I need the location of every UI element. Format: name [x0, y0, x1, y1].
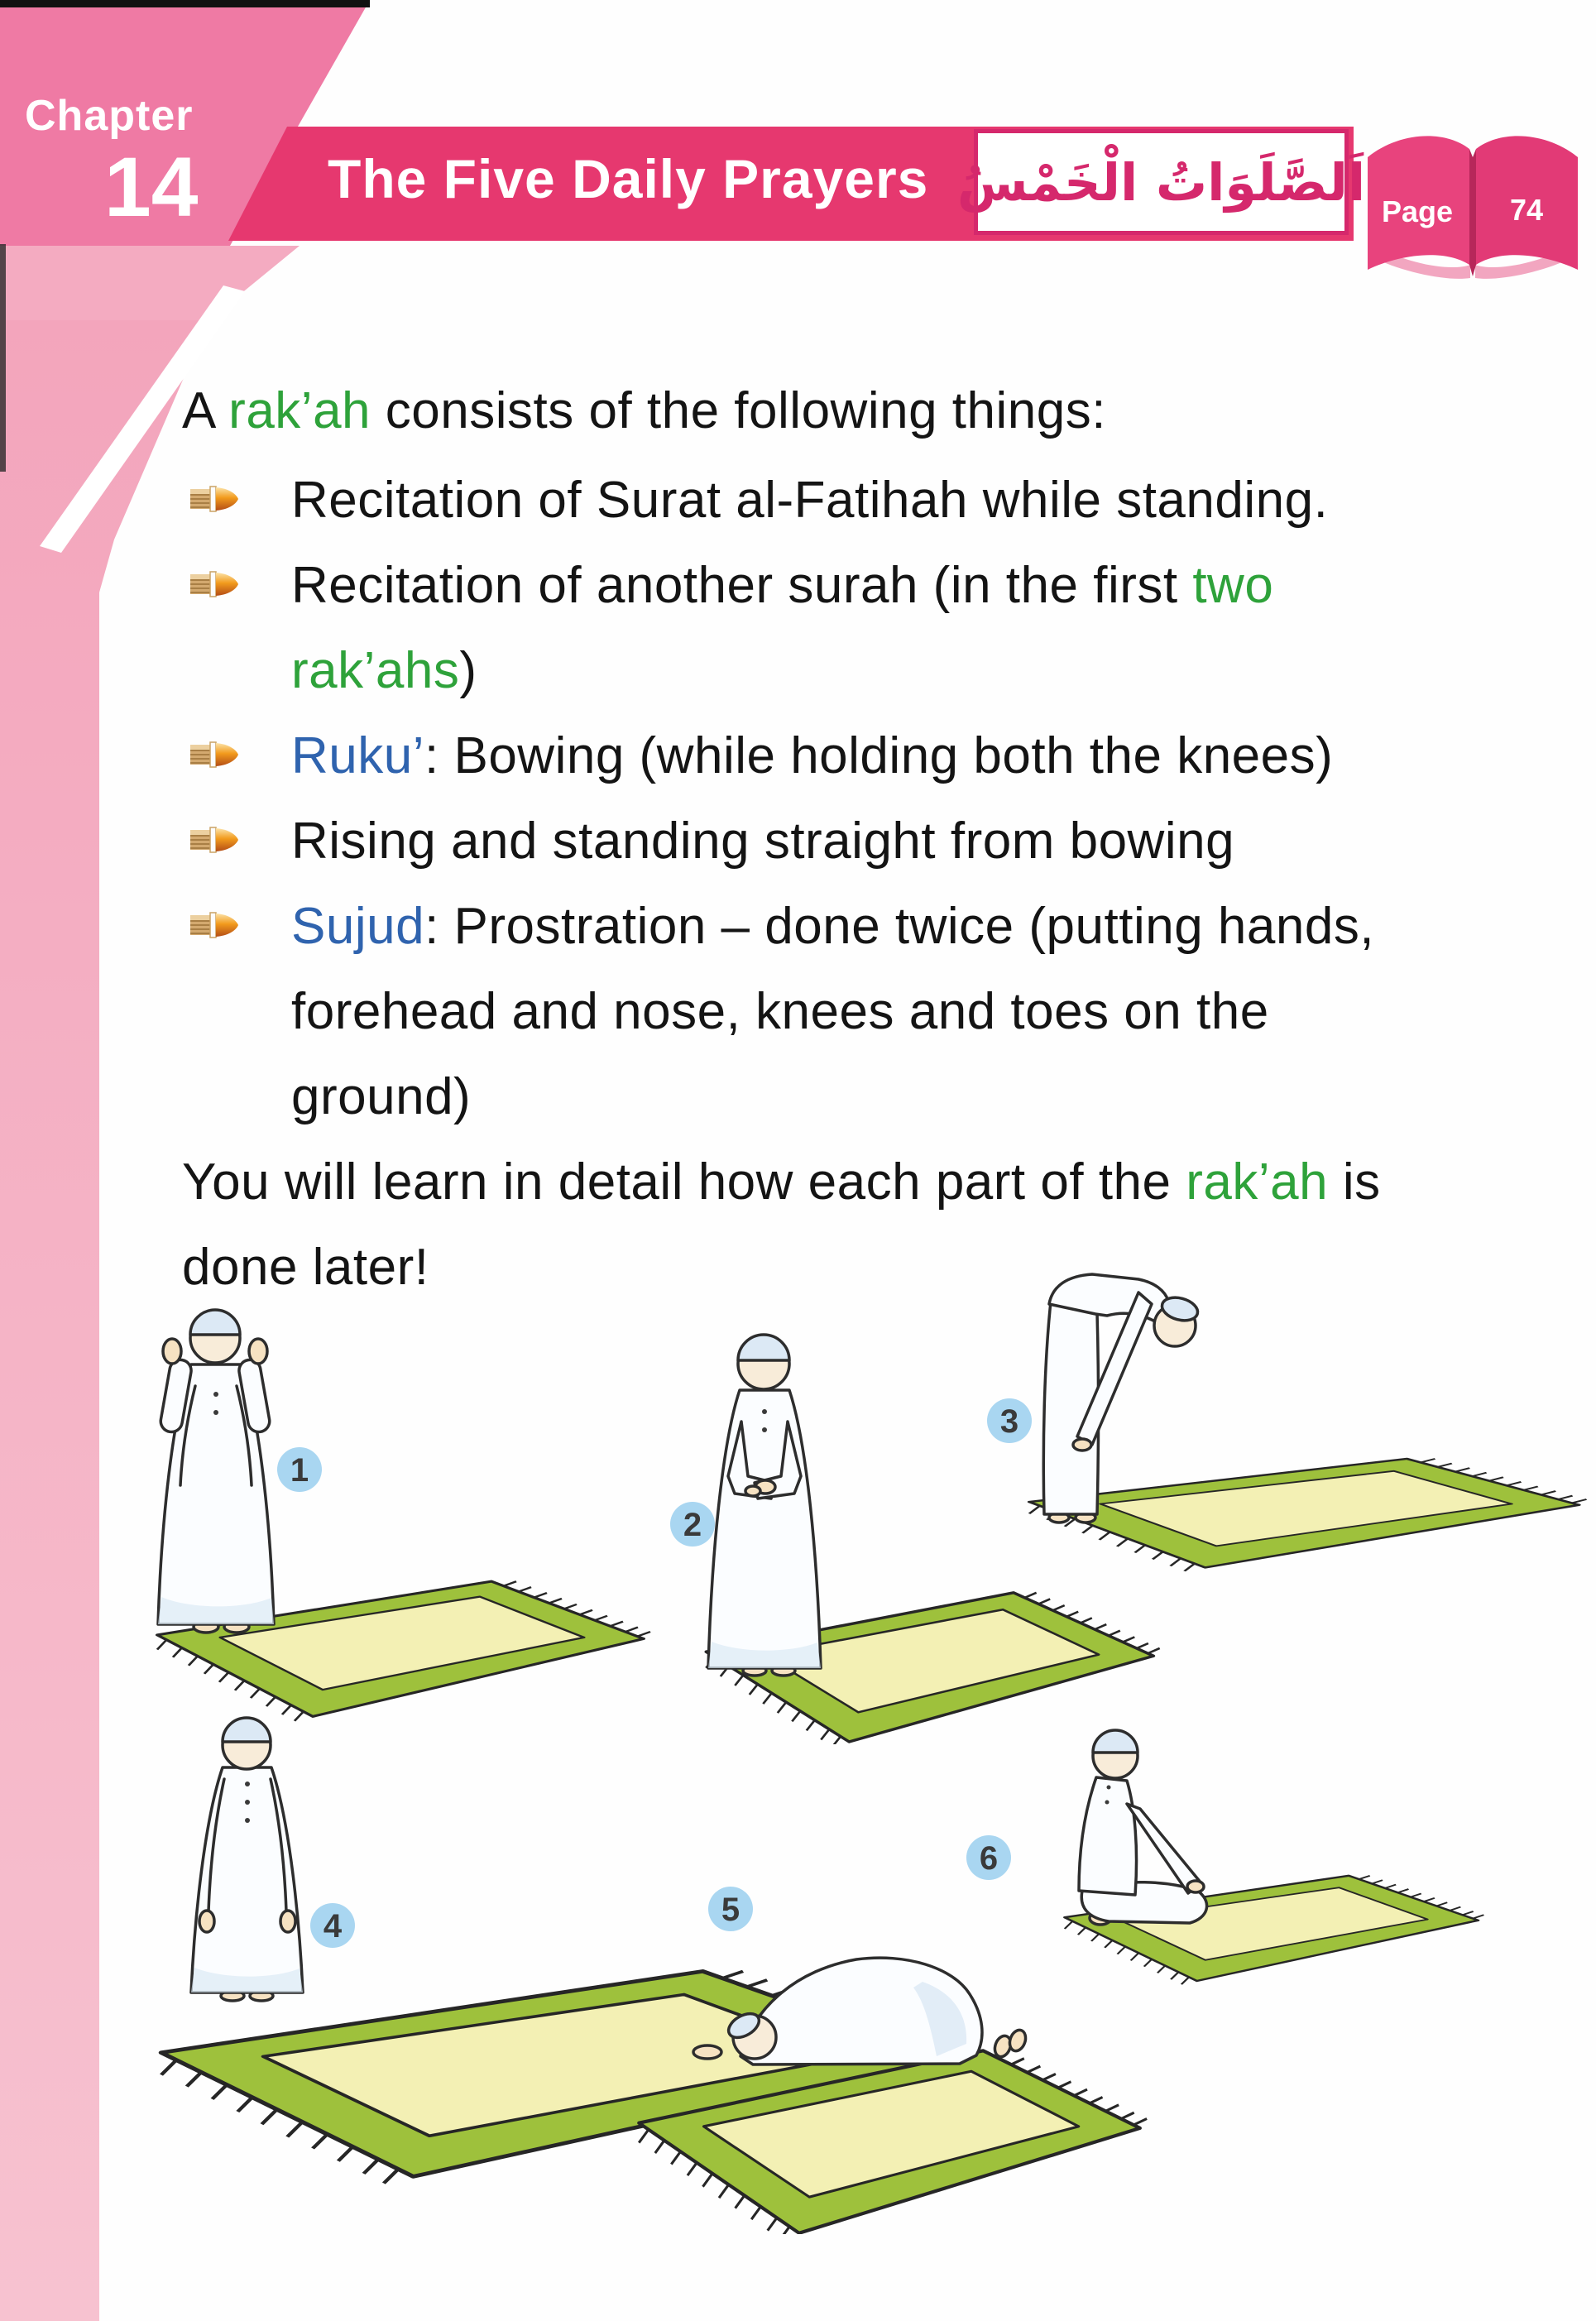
scan-edge-top: [0, 0, 370, 7]
open-book-icon: [1361, 124, 1584, 285]
bullet-arrow-icon: [190, 911, 238, 939]
person-pose-qiyam-icon: [708, 1335, 821, 1676]
outro-line-2: done later!: [182, 1239, 429, 1296]
figure-number-badge: [277, 1447, 322, 1492]
bullet-arrow-icon: [190, 741, 238, 769]
bullet-line-4: Rising and standing straight from bowing: [291, 813, 1235, 870]
page-number: 74: [1509, 193, 1544, 227]
bullet-line-2: Recitation of another surah (in the first two: [291, 557, 1274, 614]
person-pose-standing-icon: [191, 1718, 303, 2001]
outro-line-1: You will learn in detail how each part of the rak’ah is: [182, 1153, 1381, 1211]
chapter-number: 14: [104, 140, 199, 234]
bullet-line-2b: rak’ahs): [291, 642, 477, 699]
svg-text:2: 2: [683, 1507, 702, 1543]
bullet-arrow-icon: [190, 826, 238, 854]
figure-number-badge: [310, 1903, 355, 1948]
bullet-line-1: Recitation of Surat al-Fatihah while standing.: [291, 472, 1329, 529]
person-pose-tashahhud-icon: [1079, 1730, 1207, 1925]
svg-text:4: 4: [323, 1908, 343, 1945]
bullet-line-5c: ground): [291, 1068, 472, 1125]
page-label: Page: [1381, 194, 1454, 228]
figure-illustration-1: [124, 1287, 662, 1734]
figure-number-badge: [987, 1398, 1032, 1443]
scan-edge-left: [0, 244, 6, 472]
figure-number-badge: [966, 1835, 1011, 1880]
figure-number-badge: [670, 1502, 715, 1547]
prayer-mat-icon: [639, 2050, 1147, 2234]
prayer-mat-icon: [1029, 1459, 1586, 1571]
arabic-title-box: [956, 129, 1366, 235]
arabic-title: اَلصَّلَوَاتُ الْخَمْسُ: [956, 151, 1366, 213]
intro-line: A rak’ah consists of the following things:: [182, 382, 1106, 439]
figure-number-badge: [708, 1887, 753, 1931]
chapter-label: Chapter: [25, 92, 194, 140]
person-pose-takbir-icon: [158, 1310, 274, 1633]
page-title: The Five Daily Prayers: [328, 148, 929, 209]
figure-illustration-6: [943, 1721, 1596, 2077]
bullet-line-3: Ruku’: Bowing (while holding both the knees): [291, 727, 1334, 784]
under-band: [0, 246, 300, 320]
svg-text:1: 1: [290, 1452, 309, 1489]
bullet-arrow-icon: [190, 570, 238, 598]
figure-illustration-3: [976, 1223, 1596, 1595]
svg-text:5: 5: [721, 1892, 740, 1928]
bullet-arrow-icon: [190, 485, 238, 513]
bullet-line-5b: forehead and nose, knees and toes on the: [291, 983, 1269, 1040]
svg-text:3: 3: [999, 1403, 1019, 1440]
bullet-line-5: Sujud: Prostration – done twice (putting hands,: [291, 898, 1375, 955]
svg-text:6: 6: [979, 1840, 999, 1877]
